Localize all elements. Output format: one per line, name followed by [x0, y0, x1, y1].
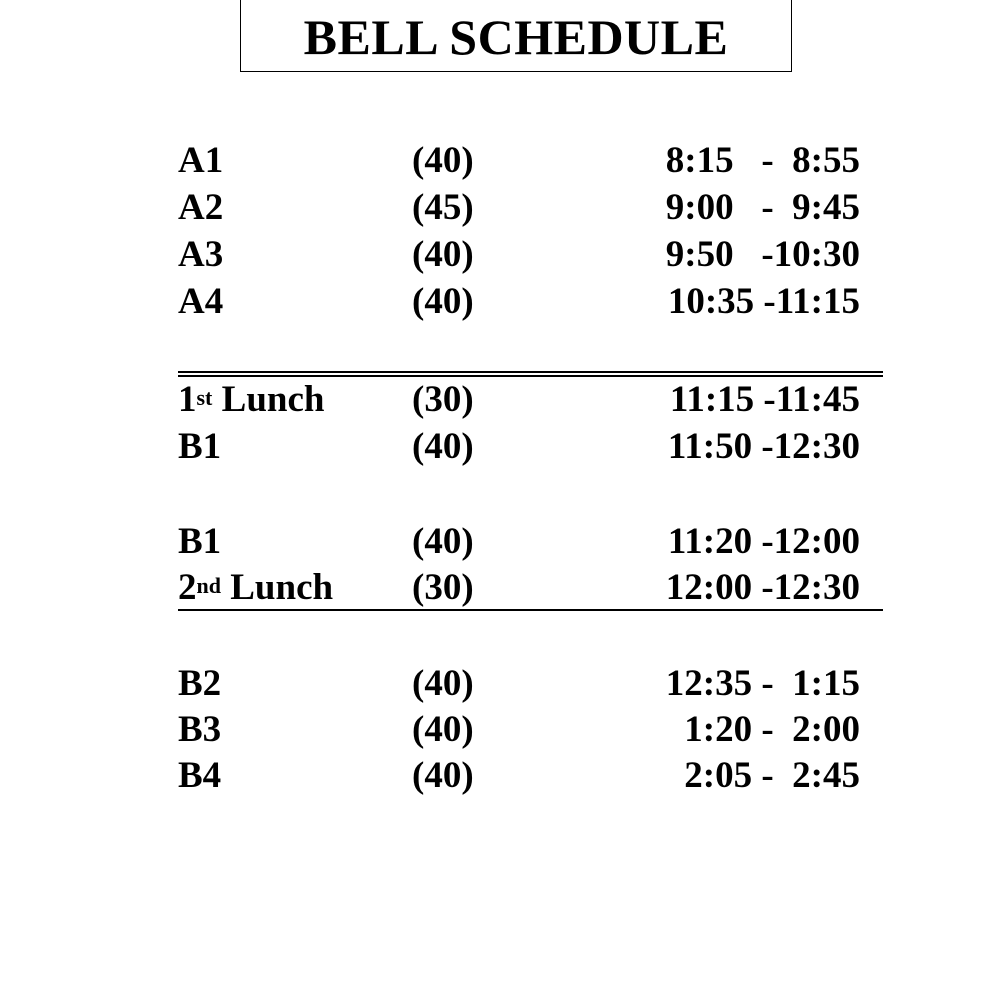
schedule-row-first-lunch — [0, 377, 1000, 423]
period-name: B1 — [178, 521, 222, 562]
page-title: BELL SCHEDULE — [303, 8, 729, 65]
period-name: 2nd Lunch — [178, 567, 334, 608]
divider-single — [178, 609, 883, 611]
schedule-row-a3 — [0, 232, 1000, 278]
period-duration: (40) — [412, 709, 474, 750]
period-duration: (30) — [412, 567, 474, 608]
period-name: A1 — [178, 140, 224, 181]
period-duration: (40) — [412, 140, 474, 181]
period-duration: (45) — [412, 187, 474, 228]
period-name: B2 — [178, 663, 222, 704]
period-time: 1:20 - 2:00 — [684, 709, 860, 750]
period-name: B4 — [178, 755, 222, 796]
title-box — [240, 0, 792, 72]
schedule-row-a1 — [0, 138, 1000, 184]
schedule-row-a4 — [0, 279, 1000, 325]
period-duration: (40) — [412, 281, 474, 322]
schedule-row-b3 — [0, 707, 1000, 753]
period-name: 1st Lunch — [178, 379, 325, 420]
period-time: 11:50 -12:30 — [667, 426, 860, 467]
period-name: B1 — [178, 426, 222, 467]
period-time: 11:15 -11:45 — [669, 379, 860, 420]
period-name: A3 — [178, 234, 224, 275]
period-time: 10:35 -11:15 — [667, 281, 860, 322]
period-time: 12:35 - 1:15 — [665, 663, 860, 704]
period-duration: (40) — [412, 755, 474, 796]
schedule-row-b1-first — [0, 424, 1000, 470]
period-time: 11:20 -12:00 — [667, 521, 860, 562]
period-time: 8:15 - 8:55 — [665, 140, 860, 181]
period-time: 9:00 - 9:45 — [665, 187, 860, 228]
period-duration: (40) — [412, 663, 474, 704]
period-duration: (30) — [412, 379, 474, 420]
schedule-row-b4 — [0, 753, 1000, 799]
divider-double-top — [178, 371, 883, 373]
period-time: 12:00 -12:30 — [665, 567, 860, 608]
period-duration: (40) — [412, 426, 474, 467]
schedule-row-a2 — [0, 185, 1000, 231]
period-name: B3 — [178, 709, 222, 750]
period-time: 9:50 -10:30 — [665, 234, 860, 275]
period-name: A2 — [178, 187, 224, 228]
period-time: 2:05 - 2:45 — [684, 755, 860, 796]
schedule-row-b1-second — [0, 519, 1000, 565]
schedule-row-b2 — [0, 661, 1000, 707]
schedule-row-second-lunch — [0, 565, 1000, 611]
period-duration: (40) — [412, 521, 474, 562]
period-name: A4 — [178, 281, 224, 322]
period-duration: (40) — [412, 234, 474, 275]
